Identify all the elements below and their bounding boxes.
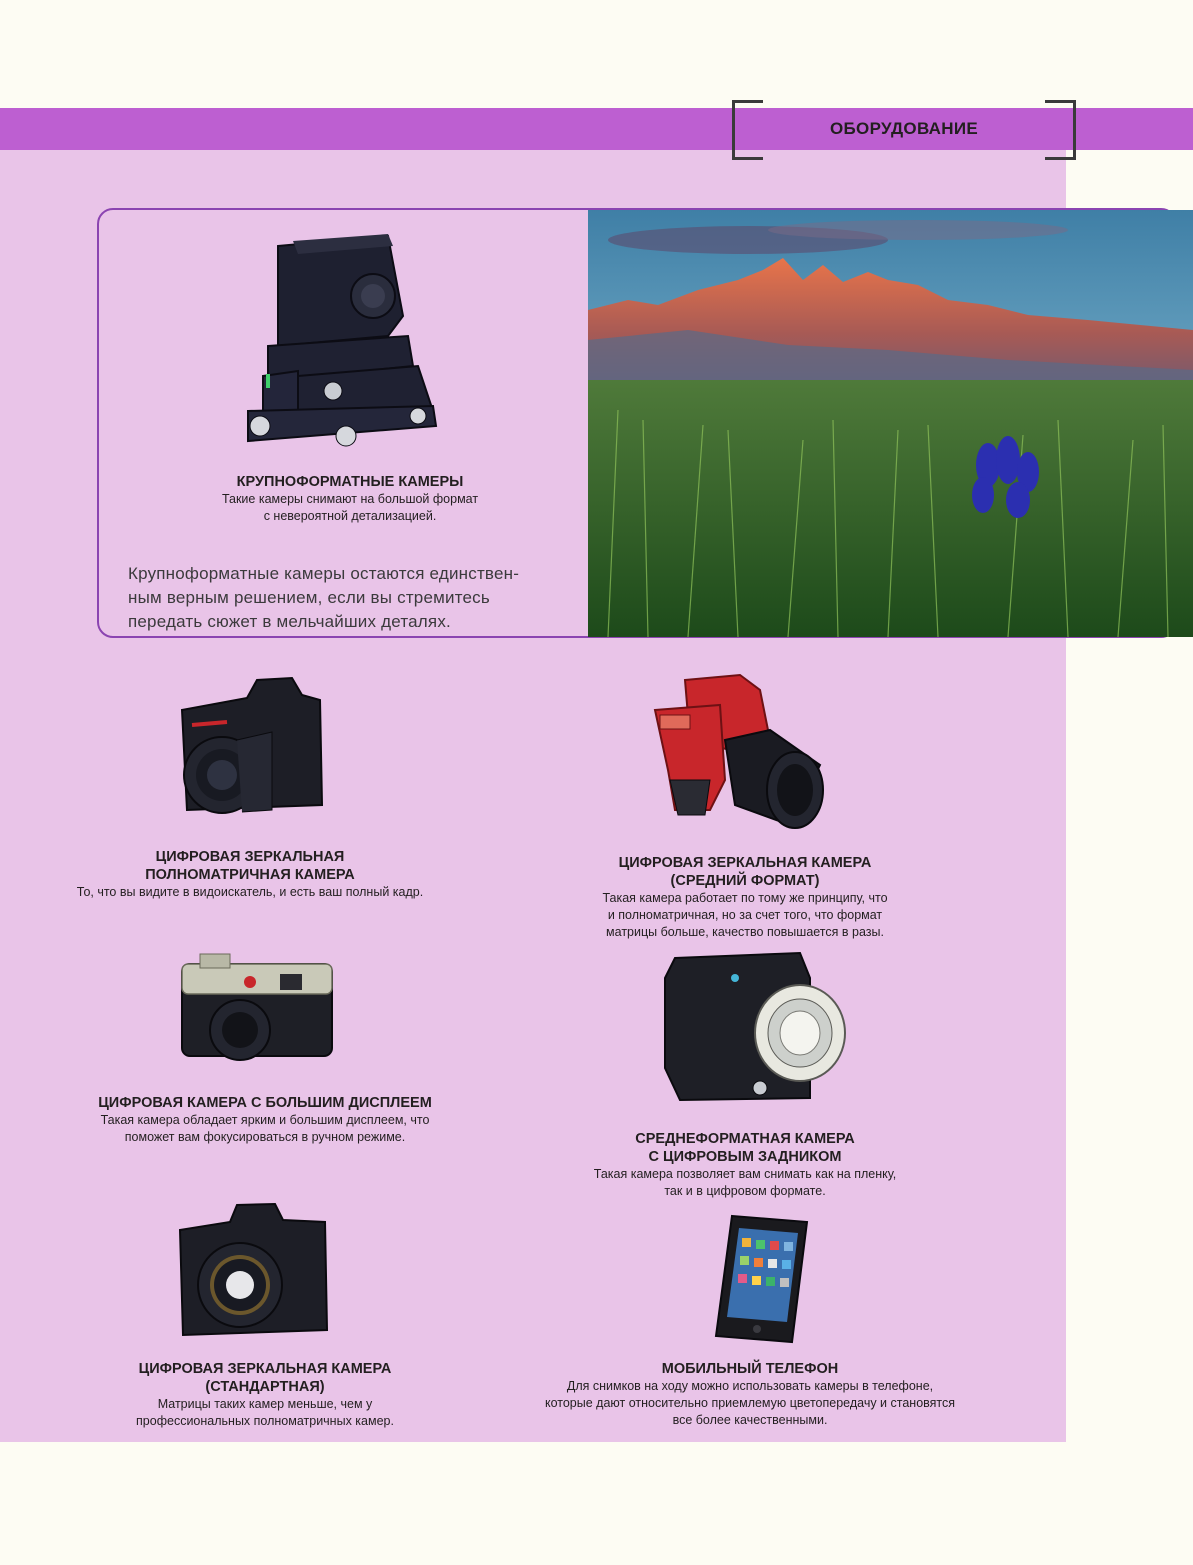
- large-format-camera-image: [238, 226, 438, 456]
- item-caption: [60, 1360, 470, 1430]
- standard-dslr-image: [175, 1200, 335, 1340]
- item-desc: Такая камера обладает ярким и большим дисплеем, что поможет вам фокусироваться в ручном режиме.: [100, 1113, 430, 1144]
- item-title: ЦИФРОВАЯ ЗЕРКАЛЬНАЯ ПОЛНОМАТРИЧНАЯ КАМЕРА: [145, 849, 355, 883]
- medium-format-dslr-image: [650, 670, 830, 840]
- section-title: ОБОРУДОВАНИЕ: [830, 119, 978, 138]
- rangefinder-camera-image: [180, 952, 335, 1067]
- feature-body-text: Крупноформатные камеры остаются единствен- ным верным решением, если вы стремитесь передать сюжет в мельчайших деталях.: [128, 564, 520, 631]
- item-desc: Для снимков на ходу можно использовать камеры в телефоне, которые дают относительно приемлемую цветопередачу и становятся все более качественными.: [544, 1379, 956, 1427]
- item-desc: Такая камера работает по тому же принципу, что и полноматричная, но за счет того, что формат матрицы больше, качество повышается в разы.: [602, 891, 888, 939]
- item-title: МОБИЛЬНЫЙ ТЕЛЕФОН: [661, 1361, 839, 1377]
- item-title: ЦИФРОВАЯ ЗЕРКАЛЬНАЯ КАМЕРА (СРЕДНИЙ ФОРМАТ): [618, 855, 872, 889]
- full-frame-dslr-image: [162, 670, 332, 830]
- item-caption: [540, 1130, 950, 1200]
- item-caption: [505, 1360, 995, 1429]
- item-desc: То, что вы видите в видоискатель, и есть ваш полный кадр.: [76, 885, 424, 899]
- item-title: СРЕДНЕФОРМАТНАЯ КАМЕРА С ЦИФРОВЫМ ЗАДНИКОМ: [635, 1131, 855, 1165]
- mountain-meadow-photo: [588, 210, 1193, 637]
- section-header: [732, 100, 1076, 156]
- digital-back-camera-image: [660, 948, 850, 1108]
- large-format-caption: [150, 473, 550, 525]
- item-caption: [55, 1094, 475, 1146]
- item-desc: Матрицы таких камер меньше, чем у профессиональных полноматричных камер.: [136, 1397, 394, 1428]
- item-desc: Такая камера позволяет вам снимать как на пленку, так и в цифровом формате.: [593, 1167, 897, 1198]
- item-caption: [40, 848, 460, 901]
- item-caption: [540, 854, 950, 941]
- item-title: ЦИФРОВАЯ КАМЕРА С БОЛЬШИМ ДИСПЛЕЕМ: [98, 1095, 432, 1111]
- mobile-phone-image: [712, 1212, 812, 1347]
- item-title: ЦИФРОВАЯ ЗЕРКАЛЬНАЯ КАМЕРА (СТАНДАРТНАЯ): [138, 1361, 392, 1395]
- large-format-title: КРУПНОФОРМАТНЫЕ КАМЕРЫ: [236, 474, 464, 490]
- large-format-desc: Такие камеры снимают на большой формат с невероятной детализацией.: [221, 492, 479, 523]
